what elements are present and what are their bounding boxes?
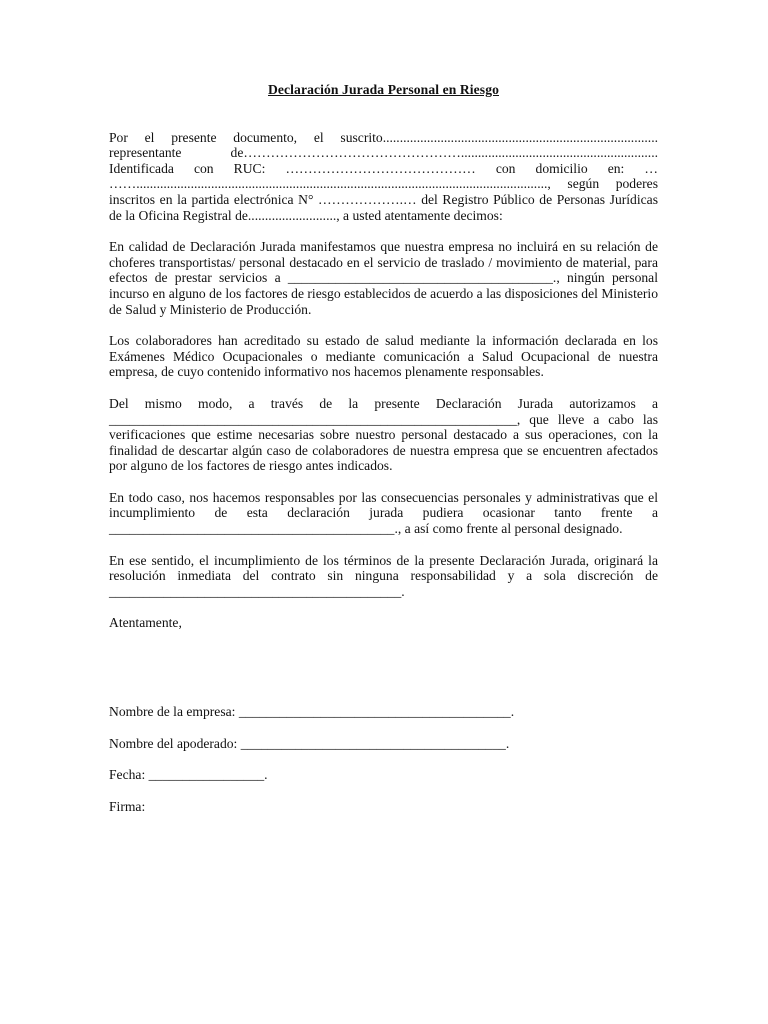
- paragraph-responsibility: En todo caso, nos hacemos responsables por las consecuencias personales y administrativas que el incumplimiento de esta declaración jurada pudiera ocasionar tanto frente a __________________________________________., a así como frente al personal designado.: [109, 489, 658, 537]
- signature-field: Firma:: [109, 798, 146, 814]
- representative-name-field: Nombre del apoderado: _______________________________________.: [109, 735, 510, 751]
- paragraph-intro: Por el presente documento, el suscrito................................................................................. representante de………………………………………….......................................................... Identificada con RUC: …………………………………… con domicilio en: … ……........................................................................................................................., según poderes inscritos en la partida electrónica N° ……………….… del Registro Público de Personas Jurídicas de la Oficina Registral de.........................., a usted atentamente decimos:: [109, 129, 658, 223]
- company-name-field: Nombre de la empresa: ________________________________________.: [109, 704, 515, 720]
- paragraph-declaration: En calidad de Declaración Jurada manifestamos que nuestra empresa no incluirá en su relación de choferes transportistas/ personal destacado en el servicio de traslado / movimiento de material, para efectos de prestar servicios a _______________________________________., ningún personal incurso en alguno de los factores de riesgo establecidos de acuerdo a las disposiciones del Ministerio de Salud y Ministerio de Producción.: [109, 239, 658, 317]
- closing-salutation: Atentamente,: [109, 615, 182, 631]
- paragraph-authorization: Del mismo modo, a través de la presente Declaración Jurada autorizamos a ____________________________________________________________, que lleve a cabo las verificaciones que estime necesarias sobre nuestro personal destacado a sus operaciones, con la finalidad de descartar algún caso de colaboradores de nuestra empresa que se encuentren afectados por alguno de los factores de riesgo antes indicados.: [109, 395, 658, 474]
- date-field: Fecha: _________________.: [109, 767, 268, 783]
- signature-fields: [109, 704, 658, 814]
- document-title: Declaración Jurada Personal en Riesgo: [268, 82, 499, 97]
- paragraph-health: Los colaboradores han acreditado su estado de salud mediante la información declarada en los Exámenes Médico Ocupacionales o mediante comunicación a Salud Ocupacional de nuestra empresa, de cuyo contenido informativo nos hacemos plenamente responsables.: [109, 333, 658, 380]
- paragraph-termination: En ese sentido, el incumplimiento de los términos de la presente Declaración Jurada, originará la resolución inmediata del contrato sin ninguna responsabilidad y a sola discreción de ___________________________________________.: [109, 552, 658, 599]
- document-page: [109, 82, 658, 814]
